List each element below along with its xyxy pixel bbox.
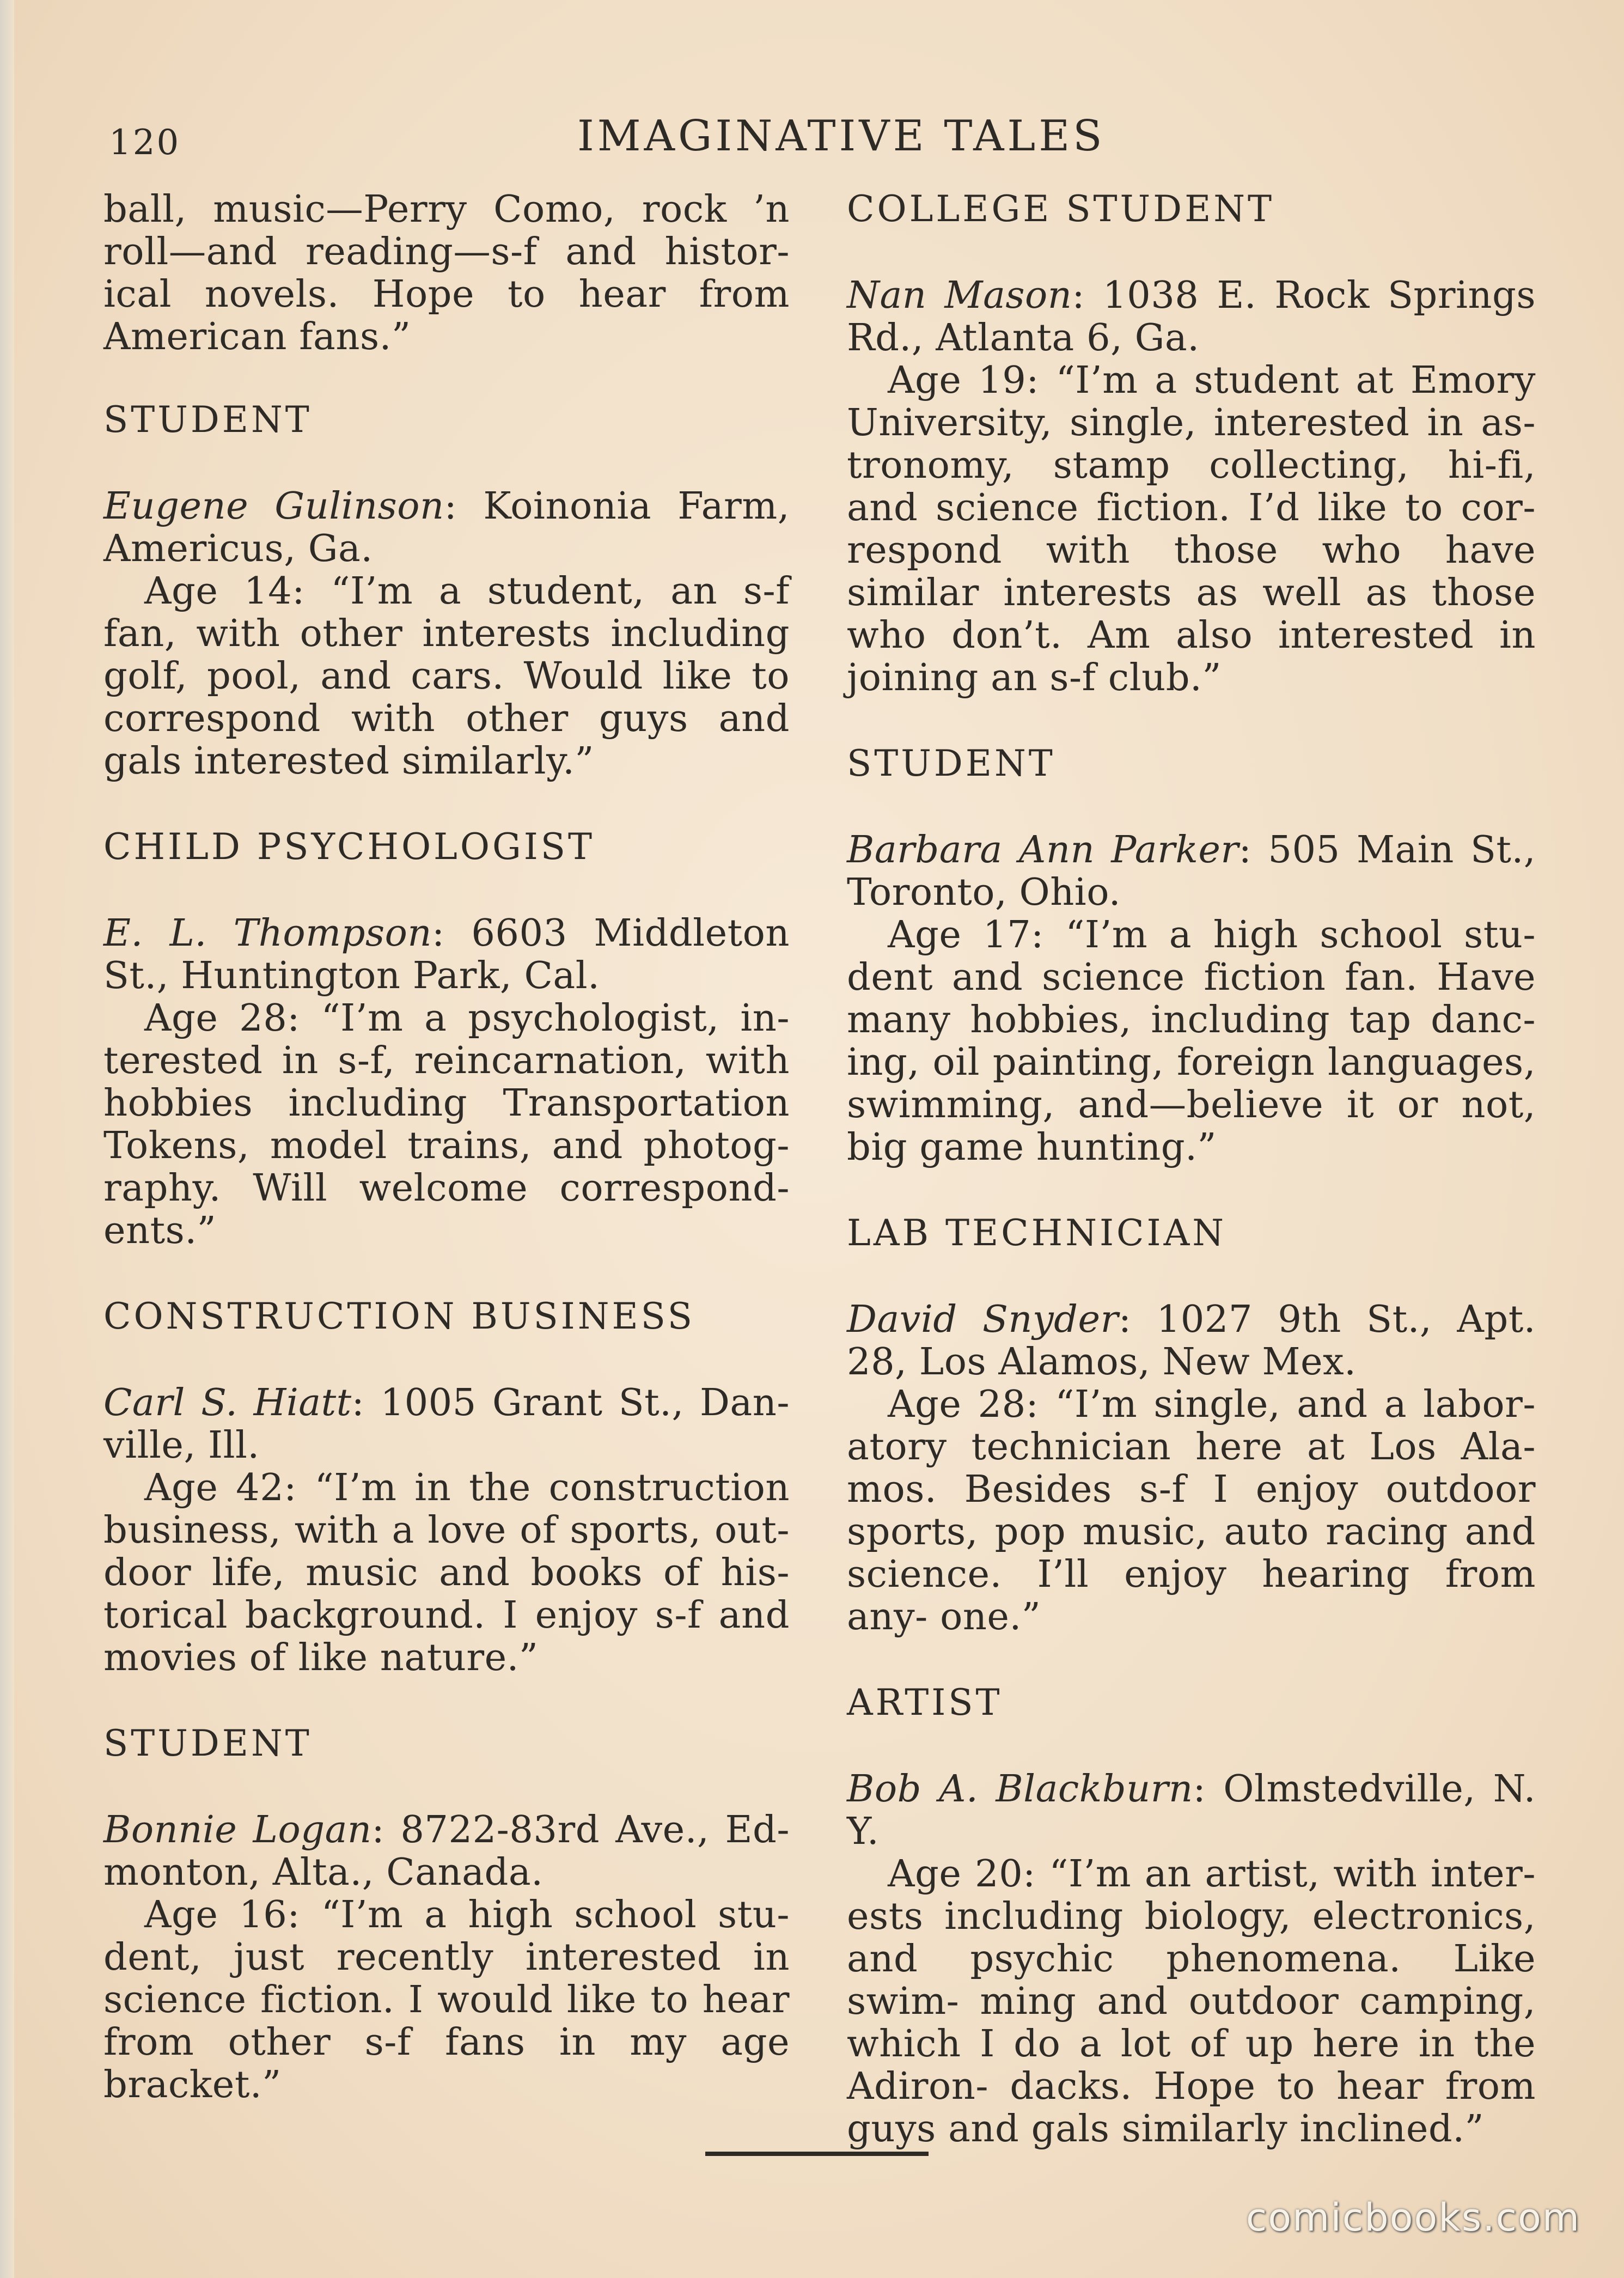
left-column <box>103 188 790 2106</box>
entry-heading: STUDENT <box>103 399 312 441</box>
entry-text: Age 19: “I’m a student at Emory University, single, interested in as- tronomy, stamp collecting, hi-fi, and science fiction. I’d like to cor- respond with those who have similar interests as well as those who don’t. Am also interested in joining an s-f club.” <box>847 358 1536 699</box>
page-header <box>0 106 1624 166</box>
site-watermark: comicbooks.com <box>1246 2195 1580 2240</box>
entry-location: : 1005 Grant St., Dan- ville, Ill. <box>103 1381 790 1467</box>
entry-location: : Olmstedville, N. Y. <box>847 1767 1536 1853</box>
entry <box>103 1295 790 1679</box>
entry-address <box>847 829 1536 913</box>
entry-address <box>103 912 790 997</box>
entry-name: Bonnie Logan <box>103 1808 372 1851</box>
entry-location: : 505 Main St., Toronto, Ohio. <box>847 828 1536 914</box>
entry-location: : Koinonia Farm, Americus, Ga. <box>103 484 790 570</box>
entry-location: : 1027 9th St., Apt. 28, Los Alamos, New Mex. <box>847 1298 1536 1384</box>
entry-heading: ARTIST <box>847 1682 1003 1723</box>
entry-text: Age 42: “I’m in the construction business, with a love of sports, out- door life, music and books of his- torical background. I enjoy s-f and movies of like nature.” <box>103 1466 790 1679</box>
entry-name: E. L. Thompson <box>103 911 432 955</box>
section-divider <box>705 2152 929 2156</box>
entry-location: : 1038 E. Rock Springs Rd., Atlanta 6, Ga. <box>847 273 1536 360</box>
entry <box>103 1722 790 2106</box>
entry-address <box>103 485 790 570</box>
entry-heading: COLLEGE STUDENT <box>847 188 1275 230</box>
page-number: 120 <box>109 123 181 163</box>
entry-text: Age 17: “I’m a high school stu- dent and science fiction fan. Have many hobbies, including tap danc- ing, oil painting, foreign languages, swimming, and—believe it or not, big game hunting.” <box>847 913 1536 1169</box>
entry-address <box>847 1298 1536 1383</box>
entry-text: Age 28: “I’m a psychologist, in- terested in s-f, reincarnation, with hobbies including Transportation Tokens, model trains, and photog- raphy. Will welcome correspond- ents.” <box>103 996 790 1252</box>
running-title: IMAGINATIVE TALES <box>577 112 1106 161</box>
entry-text: Age 20: “I’m an artist, with inter- ests including biology, electronics, and psychic phenomena. Like swim- ming and outdoor camping, which I do a lot of up here in the Adiron- dacks. Hope to hear from guys and gals similarly inclined.” <box>847 1852 1536 2151</box>
entry-name: David Snyder <box>847 1298 1119 1341</box>
entry-name: Carl S. Hiatt <box>103 1381 352 1424</box>
page-edge <box>0 0 14 2278</box>
entry-text: Age 16: “I’m a high school stu- dent, just recently interested in science fiction. I would like to hear from other s-f fans in my age bracket.” <box>103 1893 790 2106</box>
entry-name: Barbara Ann Parker <box>847 828 1239 872</box>
entry-heading: LAB TECHNICIAN <box>847 1212 1227 1254</box>
entry-location: : 6603 Middleton St., Huntington Park, Cal. <box>103 911 790 997</box>
entry <box>847 1682 1536 2150</box>
entry-address <box>847 1768 1536 1853</box>
entry <box>847 1212 1536 1638</box>
entry <box>103 399 790 782</box>
entry <box>847 188 1536 699</box>
entry <box>847 742 1536 1168</box>
entry <box>103 826 790 1252</box>
entry-heading: STUDENT <box>847 742 1055 784</box>
entry-name: Nan Mason <box>847 273 1072 317</box>
entry-heading: STUDENT <box>103 1722 312 1764</box>
entry-text: Age 14: “I’m a student, an s-f fan, with other interests including golf, pool, and cars. Would like to correspond with other guys and gals interested similarly.” <box>103 569 790 783</box>
entry-heading: CONSTRUCTION BUSINESS <box>103 1295 695 1337</box>
continuation-text: ball, music—Perry Como, rock ’n roll—and reading—s-f and histor- ical novels. Hope to hear from American fans.” <box>103 187 790 358</box>
entry-address <box>103 1381 790 1466</box>
entry-name: Eugene Gulinson <box>103 484 444 528</box>
entry-text: Age 28: “I’m single, and a labor- atory technician here at Los Ala- mos. Besides s-f I enjoy outdoor sports, pop music, auto racing and science. I’ll enjoy hearing from any- one.” <box>847 1382 1536 1639</box>
entry-name: Bob A. Blackburn <box>847 1767 1193 1811</box>
entry-address <box>103 1808 790 1893</box>
entry-location: : 8722-83rd Ave., Ed- monton, Alta., Canada. <box>103 1808 790 1894</box>
entry-address <box>847 274 1536 359</box>
entry-heading: CHILD PSYCHOLOGIST <box>103 826 595 868</box>
right-column <box>847 188 1536 2150</box>
